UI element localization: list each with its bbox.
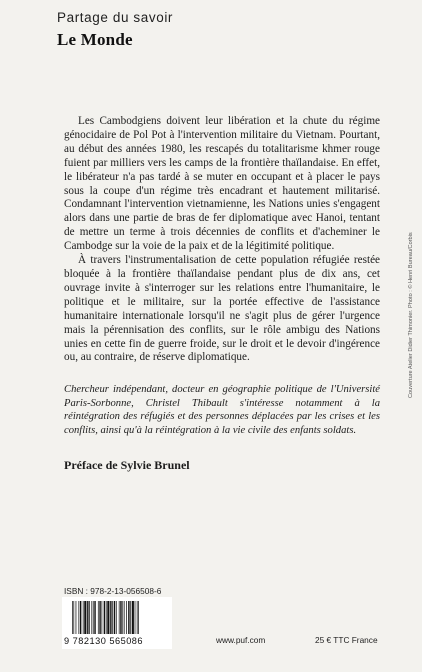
preface-credit: Préface de Sylvie Brunel [64,458,190,472]
blurb [64,115,380,365]
barcode-bars [72,601,164,637]
isbn: ISBN : 978-2-13-056508-6 [64,586,162,596]
series-title: Partage du savoir [57,10,174,25]
publisher-website: www.puf.com [216,635,266,645]
blurb-paragraph-2: À travers l'instrumentalisation de cette population réfugiée restée bloquée à la frontière thaïlandaise pendant plus de dix ans, cet ouvrage invite à s'interroger sur les relations entre l'humanitaire, le politique et le militaire, sur la portée effective de l'assistance humanitaire internationale lorsqu'il ne s'agit plus de gérer l'urgence mais la pérennisation des conflits, sur le rôle ambigu des Nations unies en cette fin de guerre froide, sur le droit et le devoir d'ingérence ou, au contraire, de réserve diplomatique. [64,254,380,364]
publisher-logo: Le Monde [57,30,133,49]
author-bio: Chercheur indépendant, docteur en géographie politique de l'Université Paris-Sorbonne, Christel Thibault s'intéresse notamment à la réintégration des réfugiés et des personnes déplacées par les crises et les conflits, ainsi qu'à la réintégration à la vie civile des enfants soldats. [64,384,380,436]
blurb-paragraph-1: Les Cambodgiens doivent leur libération et la chute du régime génocidaire de Pol Pot à l'intervention militaire du Vietnam. Pourtant, au début des années 1980, les rescapés du totalitarisme khmer rouge fuient par milliers vers les camps de la frontière thaïlandaise. En effet, le libérateur n'a pas tardé à se muter en occupant et à placer le pays sous la coupe d'un régime très encadrant et hautement militarisé. Condamnant l'intervention vietnamienne, les Nations unies s'engagent alors dans une partie de bras de fer diplomatique avec Hanoi, tentant de mettre un terme à trois décennies de conflits et d'acheminer le Cambodge sur la voie de la paix et de la légitimité politique. [64,115,380,253]
barcode-digits: 9 782130 565086 [64,636,144,646]
barcode [62,597,172,649]
cover-photo-credit: Couverture Atelier Didier Thimonier. Photo : © Henri Bureau/Corbis [408,232,414,398]
price: 25 € TTC France [315,635,378,645]
